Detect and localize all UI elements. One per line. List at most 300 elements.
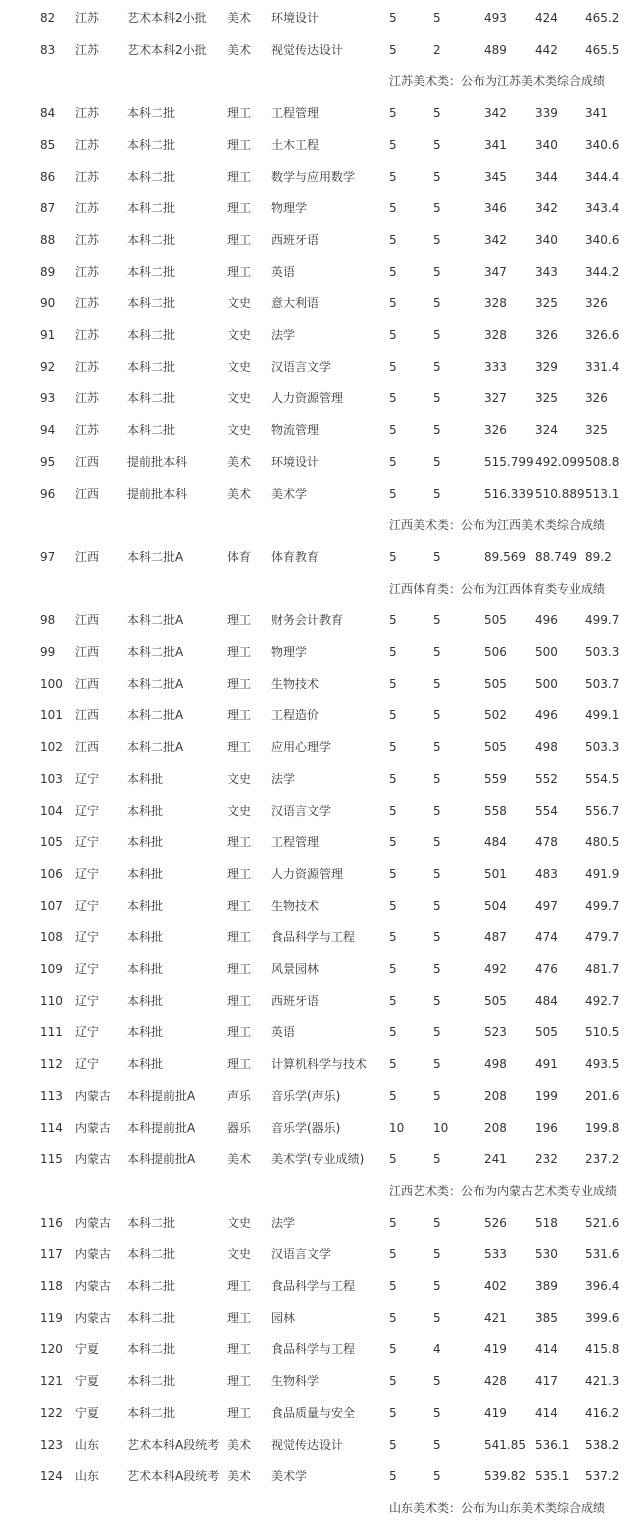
batch-cell: 本科二批: [127, 360, 176, 374]
table-row: [0, 832, 640, 852]
category-cell: 理工: [227, 930, 252, 944]
category-cell: 理工: [227, 740, 252, 754]
category-cell: 理工: [227, 106, 252, 120]
plan-count-cell: 5: [389, 1406, 397, 1420]
max-score-cell: 341: [484, 138, 507, 152]
min-score-cell: 518: [535, 1216, 558, 1230]
max-score-cell: 523: [484, 1025, 507, 1039]
plan-count-cell: 5: [389, 994, 397, 1008]
plan-count-cell: 5: [389, 1247, 397, 1261]
min-score-cell: 339: [535, 106, 558, 120]
row-number: 104: [40, 804, 63, 818]
plan-count-cell: 5: [389, 1216, 397, 1230]
plan-count-cell: 5: [389, 265, 397, 279]
table-row: [0, 484, 640, 504]
batch-cell: 本科批: [127, 994, 164, 1008]
province-cell: 江苏: [75, 265, 100, 279]
min-score-cell: 389: [535, 1279, 558, 1293]
avg-score-cell: 201.6: [585, 1089, 620, 1103]
min-score-cell: 88.749: [535, 550, 577, 564]
province-cell: 辽宁: [75, 930, 100, 944]
province-cell: 辽宁: [75, 835, 100, 849]
category-cell: 声乐: [227, 1089, 252, 1103]
major-cell: 食品质量与安全: [271, 1406, 356, 1420]
row-number: 102: [40, 740, 63, 754]
max-score-cell: 505: [484, 613, 507, 627]
max-score-cell: 342: [484, 233, 507, 247]
min-score-cell: 510.889: [535, 487, 585, 501]
section-note: 江西体育类：公布为江西体育类专业成绩: [389, 582, 606, 596]
section-note: 江西艺术类：公布为内蒙古艺术类专业成绩: [389, 1184, 618, 1198]
major-cell: 人力资源管理: [271, 391, 344, 405]
max-score-cell: 327: [484, 391, 507, 405]
avg-score-cell: 465.5: [585, 43, 620, 57]
avg-score-cell: 340.6: [585, 233, 620, 247]
max-score-cell: 505: [484, 677, 507, 691]
major-cell: 人力资源管理: [271, 867, 344, 881]
province-cell: 宁夏: [75, 1406, 100, 1420]
batch-cell: 本科二批A: [127, 708, 184, 722]
major-cell: 英语: [271, 1025, 296, 1039]
province-cell: 辽宁: [75, 1025, 100, 1039]
avg-score-cell: 340.6: [585, 138, 620, 152]
table-row: [0, 1435, 640, 1455]
avg-score-cell: 465.2: [585, 11, 620, 25]
major-cell: 物理学: [271, 645, 308, 659]
admitted-count-cell: 5: [433, 1311, 441, 1325]
province-cell: 江西: [75, 677, 100, 691]
plan-count-cell: 5: [389, 1025, 397, 1039]
admitted-count-cell: 5: [433, 994, 441, 1008]
plan-count-cell: 5: [389, 1374, 397, 1388]
batch-cell: 本科二批A: [127, 677, 184, 691]
max-score-cell: 328: [484, 328, 507, 342]
min-score-cell: 344: [535, 170, 558, 184]
major-cell: 物流管理: [271, 423, 320, 437]
min-score-cell: 414: [535, 1342, 558, 1356]
min-score-cell: 324: [535, 423, 558, 437]
max-score-cell: 539.82: [484, 1469, 526, 1483]
plan-count-cell: 5: [389, 930, 397, 944]
avg-score-cell: 493.5: [585, 1057, 620, 1071]
major-cell: 音乐学(器乐): [271, 1121, 341, 1135]
row-number: 94: [40, 423, 56, 437]
plan-count-cell: 5: [389, 106, 397, 120]
province-cell: 江西: [75, 550, 100, 564]
province-cell: 山东: [75, 1438, 100, 1452]
max-score-cell: 558: [484, 804, 507, 818]
province-cell: 内蒙古: [75, 1152, 112, 1166]
avg-score-cell: 554.5: [585, 772, 620, 786]
plan-count-cell: 5: [389, 550, 397, 564]
batch-cell: 本科二批A: [127, 613, 184, 627]
table-row: [0, 801, 640, 821]
avg-score-cell: 341: [585, 106, 608, 120]
row-number: 85: [40, 138, 56, 152]
plan-count-cell: 5: [389, 455, 397, 469]
table-row: [0, 959, 640, 979]
major-cell: 法学: [271, 772, 296, 786]
category-cell: 理工: [227, 1279, 252, 1293]
max-score-cell: 347: [484, 265, 507, 279]
section-note: 江西美术类：公布为江西美术类综合成绩: [389, 518, 606, 532]
batch-cell: 本科批: [127, 804, 164, 818]
province-cell: 江苏: [75, 423, 100, 437]
plan-count-cell: 5: [389, 43, 397, 57]
table-row: [0, 1054, 640, 1074]
plan-count-cell: 5: [389, 1089, 397, 1103]
max-score-cell: 402: [484, 1279, 507, 1293]
batch-cell: 本科二批: [127, 391, 176, 405]
max-score-cell: 498: [484, 1057, 507, 1071]
max-score-cell: 328: [484, 296, 507, 310]
min-score-cell: 552: [535, 772, 558, 786]
category-cell: 文史: [227, 360, 252, 374]
province-cell: 山东: [75, 1469, 100, 1483]
min-score-cell: 326: [535, 328, 558, 342]
min-score-cell: 505: [535, 1025, 558, 1039]
table-row: [0, 927, 640, 947]
plan-count-cell: 10: [389, 1121, 405, 1135]
batch-cell: 本科提前批A: [127, 1152, 196, 1166]
row-number: 106: [40, 867, 63, 881]
min-score-cell: 535.1: [535, 1469, 570, 1483]
plan-count-cell: 5: [389, 391, 397, 405]
category-cell: 理工: [227, 265, 252, 279]
row-number: 86: [40, 170, 56, 184]
min-score-cell: 491: [535, 1057, 558, 1071]
admitted-count-cell: 5: [433, 487, 441, 501]
row-number: 101: [40, 708, 63, 722]
batch-cell: 本科二批: [127, 138, 176, 152]
major-cell: 土木工程: [271, 138, 320, 152]
table-row: [0, 420, 640, 440]
batch-cell: 本科批: [127, 867, 164, 881]
row-number: 105: [40, 835, 63, 849]
batch-cell: 本科二批A: [127, 740, 184, 754]
major-cell: 数学与应用数学: [271, 170, 356, 184]
major-cell: 法学: [271, 1216, 296, 1230]
category-cell: 理工: [227, 170, 252, 184]
admitted-count-cell: 5: [433, 423, 441, 437]
major-cell: 美术学(专业成绩): [271, 1152, 365, 1166]
province-cell: 辽宁: [75, 962, 100, 976]
avg-score-cell: 331.4: [585, 360, 620, 374]
batch-cell: 本科二批: [127, 1406, 176, 1420]
row-number: 113: [40, 1089, 63, 1103]
category-cell: 文史: [227, 1247, 252, 1261]
category-cell: 理工: [227, 233, 252, 247]
plan-count-cell: 5: [389, 867, 397, 881]
admitted-count-cell: 5: [433, 296, 441, 310]
major-cell: 食品科学与工程: [271, 1279, 356, 1293]
plan-count-cell: 5: [389, 328, 397, 342]
batch-cell: 本科二批: [127, 1216, 176, 1230]
major-cell: 美术学: [271, 487, 308, 501]
province-cell: 江西: [75, 613, 100, 627]
plan-count-cell: 5: [389, 1438, 397, 1452]
major-cell: 视觉传达设计: [271, 43, 344, 57]
admitted-count-cell: 5: [433, 867, 441, 881]
major-cell: 视觉传达设计: [271, 1438, 344, 1452]
row-number: 88: [40, 233, 56, 247]
plan-count-cell: 5: [389, 170, 397, 184]
province-cell: 江苏: [75, 43, 100, 57]
plan-count-cell: 5: [389, 613, 397, 627]
plan-count-cell: 5: [389, 1342, 397, 1356]
admitted-count-cell: 5: [433, 201, 441, 215]
province-cell: 江西: [75, 455, 100, 469]
province-cell: 辽宁: [75, 867, 100, 881]
province-cell: 内蒙古: [75, 1311, 112, 1325]
batch-cell: 本科二批: [127, 1311, 176, 1325]
province-cell: 江苏: [75, 138, 100, 152]
plan-count-cell: 5: [389, 423, 397, 437]
row-number: 82: [40, 11, 56, 25]
major-cell: 应用心理学: [271, 740, 332, 754]
table-row: [0, 896, 640, 916]
major-cell: 园林: [271, 1311, 296, 1325]
table-row: [0, 1213, 640, 1233]
batch-cell: 本科二批: [127, 170, 176, 184]
max-score-cell: 419: [484, 1406, 507, 1420]
table-row: [0, 1371, 640, 1391]
category-cell: 理工: [227, 867, 252, 881]
major-cell: 法学: [271, 328, 296, 342]
province-cell: 内蒙古: [75, 1279, 112, 1293]
avg-score-cell: 503.7: [585, 677, 620, 691]
admitted-count-cell: 5: [433, 1374, 441, 1388]
category-cell: 美术: [227, 1438, 252, 1452]
admitted-count-cell: 5: [433, 1057, 441, 1071]
min-score-cell: 492.099: [535, 455, 585, 469]
plan-count-cell: 5: [389, 201, 397, 215]
avg-score-cell: 491.9: [585, 867, 620, 881]
plan-count-cell: 5: [389, 138, 397, 152]
admitted-count-cell: 4: [433, 1342, 441, 1356]
avg-score-cell: 416.2: [585, 1406, 620, 1420]
category-cell: 理工: [227, 1374, 252, 1388]
max-score-cell: 346: [484, 201, 507, 215]
category-cell: 理工: [227, 1342, 252, 1356]
category-cell: 理工: [227, 899, 252, 913]
avg-score-cell: 503.3: [585, 740, 620, 754]
admitted-count-cell: 5: [433, 708, 441, 722]
province-cell: 江苏: [75, 106, 100, 120]
admitted-count-cell: 5: [433, 1406, 441, 1420]
min-score-cell: 325: [535, 296, 558, 310]
max-score-cell: 493: [484, 11, 507, 25]
admitted-count-cell: 5: [433, 740, 441, 754]
plan-count-cell: 5: [389, 1152, 397, 1166]
min-score-cell: 340: [535, 233, 558, 247]
plan-count-cell: 5: [389, 740, 397, 754]
batch-cell: 本科二批: [127, 328, 176, 342]
category-cell: 理工: [227, 138, 252, 152]
min-score-cell: 342: [535, 201, 558, 215]
major-cell: 工程管理: [271, 106, 320, 120]
province-cell: 江苏: [75, 360, 100, 374]
table-row: [0, 1118, 640, 1138]
category-cell: 文史: [227, 1216, 252, 1230]
plan-count-cell: 5: [389, 233, 397, 247]
table-row: [0, 769, 640, 789]
min-score-cell: 500: [535, 645, 558, 659]
row-number: 92: [40, 360, 56, 374]
min-score-cell: 496: [535, 613, 558, 627]
row-number: 109: [40, 962, 63, 976]
table-row: [0, 737, 640, 757]
category-cell: 理工: [227, 962, 252, 976]
province-cell: 江西: [75, 645, 100, 659]
row-number: 108: [40, 930, 63, 944]
min-score-cell: 497: [535, 899, 558, 913]
province-cell: 内蒙古: [75, 1247, 112, 1261]
batch-cell: 本科二批A: [127, 550, 184, 564]
min-score-cell: 530: [535, 1247, 558, 1261]
min-score-cell: 474: [535, 930, 558, 944]
row-number: 91: [40, 328, 56, 342]
avg-score-cell: 508.8: [585, 455, 620, 469]
avg-score-cell: 399.6: [585, 1311, 620, 1325]
admitted-count-cell: 2: [433, 43, 441, 57]
avg-score-cell: 421.3: [585, 1374, 620, 1388]
batch-cell: 本科二批: [127, 1247, 176, 1261]
row-number: 83: [40, 43, 56, 57]
province-cell: 江苏: [75, 201, 100, 215]
batch-cell: 本科批: [127, 1057, 164, 1071]
plan-count-cell: 5: [389, 11, 397, 25]
province-cell: 辽宁: [75, 899, 100, 913]
province-cell: 江苏: [75, 170, 100, 184]
major-cell: 体育教育: [271, 550, 320, 564]
table-row: [0, 864, 640, 884]
max-score-cell: 333: [484, 360, 507, 374]
table-row: [0, 293, 640, 313]
row-number: 87: [40, 201, 56, 215]
batch-cell: 本科批: [127, 962, 164, 976]
table-row: [0, 135, 640, 155]
min-score-cell: 385: [535, 1311, 558, 1325]
min-score-cell: 500: [535, 677, 558, 691]
table-row: [0, 357, 640, 377]
category-cell: 器乐: [227, 1121, 252, 1135]
table-row: [0, 325, 640, 345]
table-row: [0, 1086, 640, 1106]
table-row: [0, 1276, 640, 1296]
category-cell: 美术: [227, 1469, 252, 1483]
admitted-count-cell: 5: [433, 1438, 441, 1452]
avg-score-cell: 237.2: [585, 1152, 620, 1166]
admitted-count-cell: 5: [433, 1152, 441, 1166]
category-cell: 理工: [227, 994, 252, 1008]
major-cell: 西班牙语: [271, 994, 320, 1008]
province-cell: 江苏: [75, 296, 100, 310]
table-row: [0, 610, 640, 630]
row-number: 118: [40, 1279, 63, 1293]
batch-cell: 提前批本科: [127, 455, 188, 469]
admitted-count-cell: 5: [433, 804, 441, 818]
major-cell: 音乐学(声乐): [271, 1089, 341, 1103]
max-score-cell: 505: [484, 994, 507, 1008]
row-number: 103: [40, 772, 63, 786]
plan-count-cell: 5: [389, 1311, 397, 1325]
max-score-cell: 487: [484, 930, 507, 944]
admitted-count-cell: 5: [433, 1247, 441, 1261]
avg-score-cell: 480.5: [585, 835, 620, 849]
row-number: 89: [40, 265, 56, 279]
admitted-count-cell: 5: [433, 170, 441, 184]
avg-score-cell: 503.3: [585, 645, 620, 659]
admitted-count-cell: 5: [433, 613, 441, 627]
plan-count-cell: 5: [389, 835, 397, 849]
admitted-count-cell: 5: [433, 233, 441, 247]
row-number: 114: [40, 1121, 63, 1135]
plan-count-cell: 5: [389, 708, 397, 722]
batch-cell: 本科二批: [127, 106, 176, 120]
avg-score-cell: 499.7: [585, 899, 620, 913]
admitted-count-cell: 5: [433, 360, 441, 374]
province-cell: 内蒙古: [75, 1089, 112, 1103]
max-score-cell: 559: [484, 772, 507, 786]
table-row: [0, 167, 640, 187]
max-score-cell: 345: [484, 170, 507, 184]
table-row: [0, 388, 640, 408]
plan-count-cell: 5: [389, 487, 397, 501]
province-cell: 江西: [75, 740, 100, 754]
admitted-count-cell: 5: [433, 550, 441, 564]
max-score-cell: 326: [484, 423, 507, 437]
batch-cell: 本科二批: [127, 1279, 176, 1293]
batch-cell: 本科二批: [127, 296, 176, 310]
row-number: 99: [40, 645, 56, 659]
avg-score-cell: 325: [585, 423, 608, 437]
province-cell: 江苏: [75, 391, 100, 405]
plan-count-cell: 5: [389, 899, 397, 913]
table-row: [0, 705, 640, 725]
row-number: 119: [40, 1311, 63, 1325]
category-cell: 美术: [227, 43, 252, 57]
admitted-count-cell: 10: [433, 1121, 449, 1135]
admitted-count-cell: 5: [433, 391, 441, 405]
table-row: [0, 1022, 640, 1042]
min-score-cell: 340: [535, 138, 558, 152]
min-score-cell: 199: [535, 1089, 558, 1103]
table-row: [0, 1149, 640, 1169]
max-score-cell: 419: [484, 1342, 507, 1356]
province-cell: 辽宁: [75, 772, 100, 786]
batch-cell: 本科批: [127, 772, 164, 786]
min-score-cell: 498: [535, 740, 558, 754]
row-number: 120: [40, 1342, 63, 1356]
min-score-cell: 483: [535, 867, 558, 881]
batch-cell: 本科提前批A: [127, 1121, 196, 1135]
plan-count-cell: 5: [389, 772, 397, 786]
admitted-count-cell: 5: [433, 1469, 441, 1483]
batch-cell: 本科二批: [127, 233, 176, 247]
min-score-cell: 478: [535, 835, 558, 849]
min-score-cell: 325: [535, 391, 558, 405]
row-number: 115: [40, 1152, 63, 1166]
table-row: [0, 1466, 640, 1486]
admitted-count-cell: 5: [433, 11, 441, 25]
row-number: 95: [40, 455, 56, 469]
table-row: [0, 547, 640, 567]
category-cell: 美术: [227, 487, 252, 501]
max-score-cell: 516.339: [484, 487, 534, 501]
avg-score-cell: 537.2: [585, 1469, 620, 1483]
row-number: 107: [40, 899, 63, 913]
